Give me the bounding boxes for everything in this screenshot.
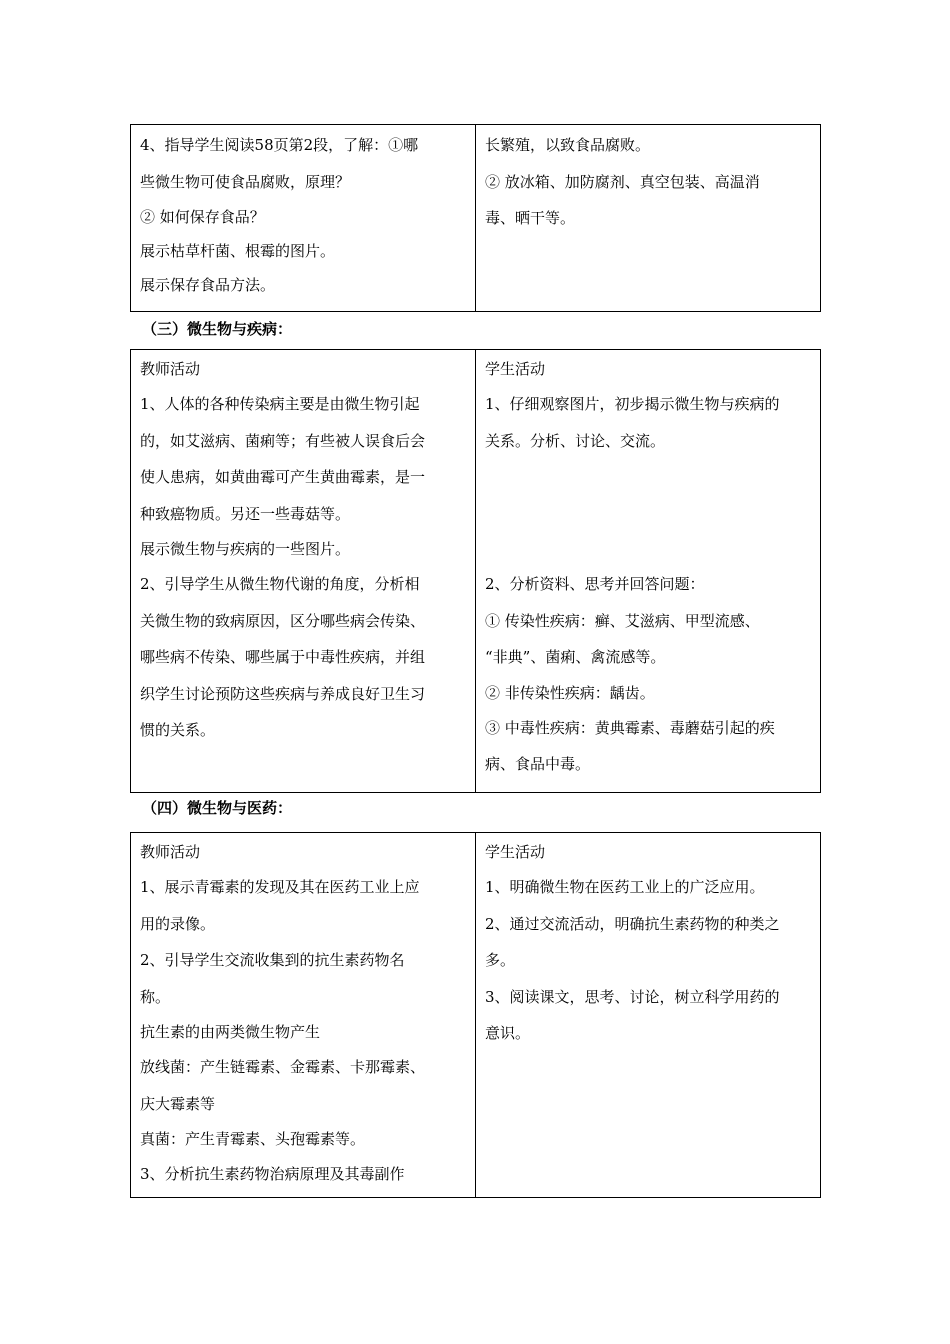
text-line: 2、分析资料、思考并回答问题： (485, 575, 705, 593)
text-line: ② 放冰箱、加防腐剂、真空包装、高温消 (485, 172, 760, 191)
column-header: 学生活动 (485, 360, 546, 378)
text-line: 毒、晒干等。 (485, 209, 576, 227)
text-line: 抗生素的由两类微生物产生 (140, 1023, 321, 1041)
teacher-activity-cell (131, 350, 476, 793)
text-line: ① 传染性疾病：癣、艾滋病、甲型流感、 (485, 611, 760, 630)
text-line: 真菌：产生青霉素、头孢霉素等。 (140, 1130, 366, 1148)
text-line: 1、人体的各种传染病主要是由微生物引起 (140, 395, 420, 413)
student-activity-cell (476, 125, 821, 312)
table-food-preservation (130, 124, 821, 312)
text-line: 4、指导学生阅读58页第2段，了解：①哪 (140, 136, 419, 154)
text-line: 关系。分析、讨论、交流。 (485, 431, 666, 450)
column-header: 学生活动 (485, 843, 546, 861)
text-line: 织学生讨论预防这些疾病与养成良好卫生习 (140, 684, 426, 703)
text-line: 多。 (485, 951, 516, 969)
teacher-activity-cell (131, 833, 476, 1198)
text-line: 2、通过交流活动，明确抗生素药物的种类之 (485, 914, 780, 933)
text-line: “非典”、菌痢、禽流感等。 (485, 648, 666, 666)
section-heading-medicine: （四）微生物与医药： (142, 799, 293, 817)
text-line: 展示枯草杆菌、根霉的图片。 (140, 242, 336, 260)
text-line: 种致癌物质。另还一些毒菇等。 (140, 504, 351, 523)
text-line: 3、阅读课文，思考、讨论，树立科学用药的 (485, 987, 780, 1006)
column-header: 教师活动 (140, 360, 201, 378)
teacher-activity-cell (131, 125, 476, 312)
text-line: 庆大霉素等 (140, 1094, 216, 1113)
text-line: 长繁殖，以致食品腐败。 (485, 136, 651, 154)
text-line: 1、明确微生物在医药工业上的广泛应用。 (485, 878, 765, 896)
student-activity-cell (476, 833, 821, 1198)
text-line: 使人患病，如黄曲霉可产生黄曲霉素，是一 (140, 468, 426, 486)
text-line: 2、引导学生从微生物代谢的角度，分析相 (140, 575, 420, 593)
text-line: 用的录像。 (140, 914, 216, 933)
text-line: 称。 (140, 987, 171, 1006)
text-line: 1、展示青霉素的发现及其在医药工业上应 (140, 878, 420, 896)
text-line: 关微生物的致病原因，区分哪些病会传染、 (140, 611, 426, 630)
text-line: 展示保存食品方法。 (140, 276, 276, 294)
text-line: 放线菌：产生链霉素、金霉素、卡那霉素、 (140, 1058, 426, 1076)
text-line: ② 如何保存食品？ (140, 208, 265, 226)
text-line: 些微生物可使食品腐败，原理？ (140, 172, 351, 191)
text-line: 惯的关系。 (140, 721, 216, 739)
text-line: 哪些病不传染、哪些属于中毒性疾病，并组 (140, 648, 426, 666)
text-line: 病、食品中毒。 (485, 755, 591, 773)
text-line: ③ 中毒性疾病：黄典霉素、毒蘑菇引起的疾 (485, 718, 775, 737)
column-header: 教师活动 (140, 843, 201, 861)
text-line: 意识。 (485, 1024, 531, 1042)
table-microbes-medicine (130, 832, 821, 1198)
table-microbes-disease (130, 349, 821, 793)
text-line: 3、分析抗生素药物治病原理及其毒副作 (140, 1165, 405, 1183)
text-line: 2、引导学生交流收集到的抗生素药物名 (140, 951, 405, 969)
text-line: 1、仔细观察图片，初步揭示微生物与疾病的 (485, 395, 780, 413)
text-line: 的，如艾滋病、菌痢等；有些被人误食后会 (140, 431, 426, 450)
section-heading-disease: （三）微生物与疾病： (142, 320, 293, 338)
text-line: 展示微生物与疾病的一些图片。 (140, 540, 351, 558)
text-line: ② 非传染性疾病：龋齿。 (485, 683, 655, 702)
student-activity-cell (476, 350, 821, 793)
